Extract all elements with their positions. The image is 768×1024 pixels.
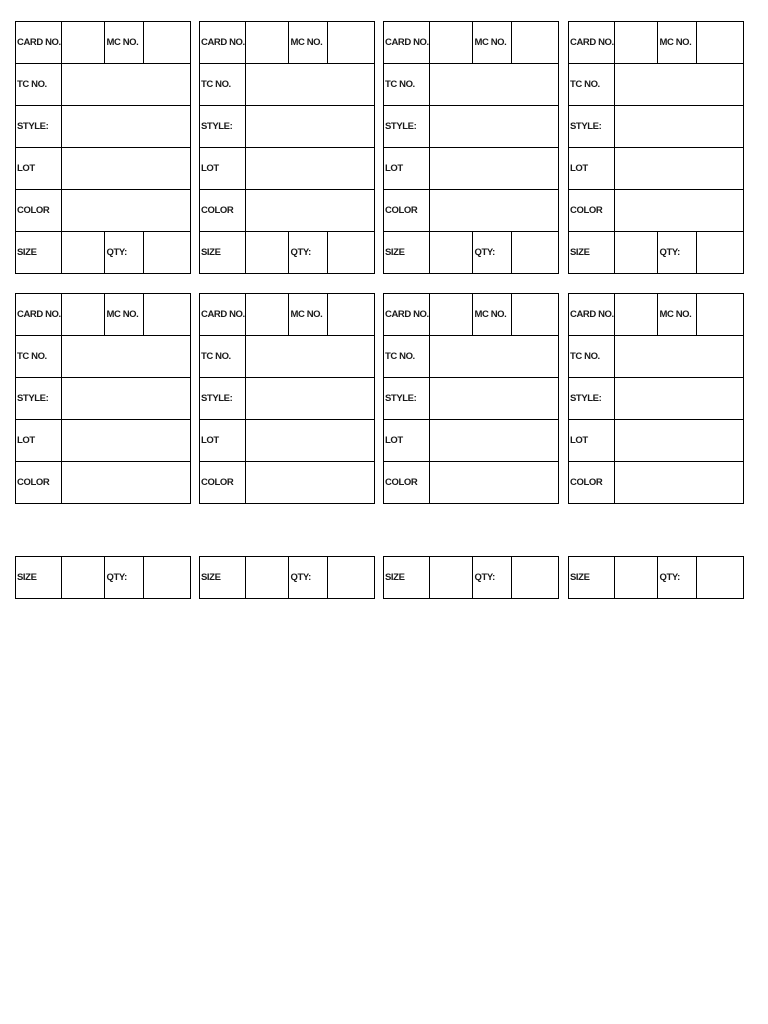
lot-label: [384, 420, 430, 461]
qty-label: [658, 557, 697, 598]
qty-label: [473, 557, 512, 598]
style-label-text: STYLE:: [17, 121, 49, 132]
lot-field[interactable]: [430, 148, 559, 189]
mc-no-field[interactable]: [144, 294, 191, 335]
lot-row: [16, 420, 191, 462]
style-field[interactable]: [430, 378, 559, 419]
tc-no-label-text: TC NO.: [17, 79, 47, 90]
lot-label-text: LOT: [570, 163, 588, 174]
card-no-field[interactable]: [246, 294, 290, 335]
color-label: [569, 190, 615, 231]
card-no-label-text: CARD NO.: [385, 309, 429, 320]
color-label-text: COLOR: [570, 205, 603, 216]
size-label: [384, 232, 430, 273]
size-field[interactable]: [615, 557, 659, 598]
card-mc-row: [200, 22, 375, 64]
qty-field[interactable]: [328, 232, 375, 273]
qty-label-text: QTY:: [474, 572, 495, 583]
lot-label-text: LOT: [570, 435, 588, 446]
card-mc-row: [569, 22, 744, 64]
card-no-field[interactable]: [62, 294, 106, 335]
style-row: [16, 106, 191, 148]
tc-no-field[interactable]: [246, 64, 375, 105]
lot-row: [569, 420, 744, 462]
card-no-label: [16, 294, 62, 335]
style-row: [569, 106, 744, 148]
lot-label-text: LOT: [201, 163, 219, 174]
tc-no-field[interactable]: [615, 64, 744, 105]
lot-field[interactable]: [62, 420, 191, 461]
card-no-label: [569, 22, 615, 63]
tc-no-field[interactable]: [62, 64, 191, 105]
card-no-label-text: CARD NO.: [201, 309, 245, 320]
card-mc-row: [200, 294, 375, 336]
tc-no-label-text: TC NO.: [201, 79, 231, 90]
color-field[interactable]: [62, 462, 191, 503]
style-label: [16, 106, 62, 147]
tc-no-row: [200, 336, 375, 378]
qty-label: [658, 232, 697, 273]
size-field[interactable]: [62, 232, 106, 273]
size-field[interactable]: [430, 557, 474, 598]
card-no-label: [200, 294, 246, 335]
mc-no-label-text: MC NO.: [659, 309, 692, 320]
style-label: [384, 378, 430, 419]
card-no-label: [16, 22, 62, 63]
tc-no-label-text: TC NO.: [385, 351, 415, 362]
tc-no-label: [200, 336, 246, 377]
mc-no-label-text: MC NO.: [659, 37, 692, 48]
color-label-text: COLOR: [17, 205, 50, 216]
tc-no-field[interactable]: [430, 336, 559, 377]
color-label: [200, 462, 246, 503]
lot-row: [384, 420, 559, 462]
style-label-text: STYLE:: [201, 121, 233, 132]
qty-label: [105, 557, 144, 598]
style-row: [384, 378, 559, 420]
style-field[interactable]: [62, 106, 191, 147]
mc-no-label-text: MC NO.: [290, 309, 323, 320]
color-row: [16, 462, 191, 504]
lot-field[interactable]: [246, 148, 375, 189]
lot-field[interactable]: [615, 148, 744, 189]
qty-label-text: QTY:: [474, 247, 495, 258]
job-card: [199, 556, 375, 599]
tc-no-label-text: TC NO.: [385, 79, 415, 90]
size-label-text: SIZE: [17, 572, 37, 583]
lot-field[interactable]: [62, 148, 191, 189]
mc-no-label-text: MC NO.: [474, 37, 507, 48]
mc-no-label: [105, 22, 144, 63]
style-label: [200, 106, 246, 147]
color-field[interactable]: [430, 190, 559, 231]
tc-no-field[interactable]: [246, 336, 375, 377]
tc-no-label-text: TC NO.: [570, 79, 600, 90]
tc-no-label: [16, 64, 62, 105]
mc-no-field[interactable]: [697, 22, 744, 63]
mc-no-field[interactable]: [697, 294, 744, 335]
job-card: [383, 293, 559, 504]
mc-no-field[interactable]: [328, 22, 375, 63]
size-label-text: SIZE: [201, 572, 221, 583]
card-mc-row: [384, 294, 559, 336]
color-label: [16, 462, 62, 503]
style-label: [16, 378, 62, 419]
lot-field[interactable]: [430, 420, 559, 461]
lot-label: [200, 420, 246, 461]
style-label-text: STYLE:: [201, 393, 233, 404]
card-no-label-text: CARD NO.: [570, 309, 614, 320]
size-qty-row: [200, 557, 375, 599]
qty-label-text: QTY:: [290, 572, 311, 583]
mc-no-label-text: MC NO.: [290, 37, 323, 48]
size-qty-row: [16, 557, 191, 599]
size-field[interactable]: [246, 557, 290, 598]
color-label: [569, 462, 615, 503]
mc-no-label-text: MC NO.: [106, 37, 139, 48]
job-card: [568, 21, 744, 274]
size-label-text: SIZE: [570, 247, 590, 258]
card-no-label: [569, 294, 615, 335]
qty-label-text: QTY:: [106, 572, 127, 583]
lot-label: [16, 148, 62, 189]
job-card: [199, 21, 375, 274]
color-field[interactable]: [246, 462, 375, 503]
lot-label-text: LOT: [201, 435, 219, 446]
lot-field[interactable]: [246, 420, 375, 461]
card-no-label: [384, 294, 430, 335]
tc-no-label: [384, 336, 430, 377]
color-row: [569, 190, 744, 232]
lot-label-text: LOT: [385, 163, 403, 174]
qty-field[interactable]: [512, 557, 559, 598]
style-label-text: STYLE:: [570, 121, 602, 132]
qty-field[interactable]: [697, 232, 744, 273]
qty-label-text: QTY:: [106, 247, 127, 258]
mc-no-label-text: MC NO.: [474, 309, 507, 320]
style-field[interactable]: [62, 378, 191, 419]
color-label-text: COLOR: [17, 477, 50, 488]
qty-label-text: QTY:: [659, 572, 680, 583]
lot-label: [569, 420, 615, 461]
lot-label-text: LOT: [385, 435, 403, 446]
color-label: [16, 190, 62, 231]
size-label: [200, 232, 246, 273]
size-label-text: SIZE: [570, 572, 590, 583]
tc-no-row: [569, 64, 744, 106]
color-label: [384, 462, 430, 503]
card-no-field[interactable]: [615, 294, 659, 335]
size-qty-row: [569, 232, 744, 274]
qty-label: [289, 557, 328, 598]
color-label-text: COLOR: [385, 477, 418, 488]
color-label: [384, 190, 430, 231]
job-card: [568, 556, 744, 599]
job-card: [383, 556, 559, 599]
style-row: [200, 378, 375, 420]
tc-no-field[interactable]: [62, 336, 191, 377]
color-field[interactable]: [615, 462, 744, 503]
qty-label-text: QTY:: [659, 247, 680, 258]
card-no-label-text: CARD NO.: [17, 309, 61, 320]
qty-field[interactable]: [328, 557, 375, 598]
qty-field[interactable]: [697, 557, 744, 598]
job-card: [15, 21, 191, 274]
tc-no-label-text: TC NO.: [570, 351, 600, 362]
tc-no-row: [16, 64, 191, 106]
job-card: [568, 293, 744, 504]
card-mc-row: [16, 294, 191, 336]
color-label: [200, 190, 246, 231]
style-row: [16, 378, 191, 420]
qty-label-text: QTY:: [290, 247, 311, 258]
color-field[interactable]: [62, 190, 191, 231]
mc-no-label: [658, 22, 697, 63]
mc-no-label: [658, 294, 697, 335]
qty-label: [289, 232, 328, 273]
tc-no-label-text: TC NO.: [201, 351, 231, 362]
style-field[interactable]: [615, 378, 744, 419]
style-label: [569, 378, 615, 419]
tc-no-label: [569, 336, 615, 377]
color-field[interactable]: [246, 190, 375, 231]
lot-field[interactable]: [615, 420, 744, 461]
card-no-label-text: CARD NO.: [570, 37, 614, 48]
size-qty-row: [200, 232, 375, 274]
style-field[interactable]: [246, 378, 375, 419]
card-no-field[interactable]: [430, 22, 474, 63]
card-no-field[interactable]: [246, 22, 290, 63]
tc-no-row: [16, 336, 191, 378]
color-row: [384, 190, 559, 232]
mc-no-label: [105, 294, 144, 335]
size-field[interactable]: [430, 232, 474, 273]
job-card: [15, 556, 191, 599]
mc-no-field[interactable]: [144, 22, 191, 63]
mc-no-field[interactable]: [328, 294, 375, 335]
lot-label-text: LOT: [17, 435, 35, 446]
size-label-text: SIZE: [17, 247, 37, 258]
lot-row: [384, 148, 559, 190]
color-field[interactable]: [615, 190, 744, 231]
color-label-text: COLOR: [385, 205, 418, 216]
size-label-text: SIZE: [201, 247, 221, 258]
lot-label: [200, 148, 246, 189]
tc-no-label-text: TC NO.: [17, 351, 47, 362]
size-field[interactable]: [246, 232, 290, 273]
color-field[interactable]: [430, 462, 559, 503]
size-qty-row: [16, 232, 191, 274]
style-label: [200, 378, 246, 419]
size-label-text: SIZE: [385, 572, 405, 583]
style-label-text: STYLE:: [385, 393, 417, 404]
style-row: [384, 106, 559, 148]
mc-no-label: [473, 294, 512, 335]
qty-field[interactable]: [512, 232, 559, 273]
qty-field[interactable]: [144, 232, 191, 273]
style-row: [200, 106, 375, 148]
tc-no-label: [200, 64, 246, 105]
style-field[interactable]: [246, 106, 375, 147]
color-label-text: COLOR: [201, 477, 234, 488]
size-qty-row: [384, 232, 559, 274]
tc-no-row: [569, 336, 744, 378]
tc-no-row: [200, 64, 375, 106]
card-no-label: [200, 22, 246, 63]
card-no-field[interactable]: [615, 22, 659, 63]
tc-no-field[interactable]: [430, 64, 559, 105]
qty-label: [473, 232, 512, 273]
tc-no-label: [569, 64, 615, 105]
color-row: [200, 190, 375, 232]
lot-label-text: LOT: [17, 163, 35, 174]
size-qty-row: [569, 557, 744, 599]
lot-row: [569, 148, 744, 190]
card-mc-row: [569, 294, 744, 336]
mc-no-field[interactable]: [512, 22, 559, 63]
tc-no-row: [384, 336, 559, 378]
tc-no-label: [384, 64, 430, 105]
size-label: [16, 557, 62, 598]
mc-no-field[interactable]: [512, 294, 559, 335]
lot-label: [384, 148, 430, 189]
size-field[interactable]: [62, 557, 106, 598]
color-row: [384, 462, 559, 504]
qty-label: [105, 232, 144, 273]
style-label: [384, 106, 430, 147]
lot-label: [569, 148, 615, 189]
mc-no-label: [289, 22, 328, 63]
size-label: [384, 557, 430, 598]
mc-no-label: [289, 294, 328, 335]
style-row: [569, 378, 744, 420]
job-card: [15, 293, 191, 504]
lot-row: [200, 148, 375, 190]
card-mc-row: [384, 22, 559, 64]
mc-no-label: [473, 22, 512, 63]
size-label-text: SIZE: [385, 247, 405, 258]
lot-row: [200, 420, 375, 462]
mc-no-label-text: MC NO.: [106, 309, 139, 320]
size-qty-row: [384, 557, 559, 599]
color-label-text: COLOR: [570, 477, 603, 488]
card-no-field[interactable]: [430, 294, 474, 335]
size-field[interactable]: [615, 232, 659, 273]
size-label: [200, 557, 246, 598]
color-row: [569, 462, 744, 504]
color-row: [200, 462, 375, 504]
job-card: [199, 293, 375, 504]
tc-no-label: [16, 336, 62, 377]
lot-label: [16, 420, 62, 461]
style-field[interactable]: [430, 106, 559, 147]
job-card: [383, 21, 559, 274]
lot-row: [16, 148, 191, 190]
card-no-field[interactable]: [62, 22, 106, 63]
size-label: [569, 557, 615, 598]
card-no-label-text: CARD NO.: [385, 37, 429, 48]
card-no-label-text: CARD NO.: [17, 37, 61, 48]
tc-no-field[interactable]: [615, 336, 744, 377]
tc-no-row: [384, 64, 559, 106]
style-field[interactable]: [615, 106, 744, 147]
card-no-label: [384, 22, 430, 63]
color-label-text: COLOR: [201, 205, 234, 216]
qty-field[interactable]: [144, 557, 191, 598]
card-mc-row: [16, 22, 191, 64]
size-label: [16, 232, 62, 273]
size-label: [569, 232, 615, 273]
color-row: [16, 190, 191, 232]
style-label-text: STYLE:: [17, 393, 49, 404]
style-label-text: STYLE:: [385, 121, 417, 132]
card-no-label-text: CARD NO.: [201, 37, 245, 48]
style-label: [569, 106, 615, 147]
style-label-text: STYLE:: [570, 393, 602, 404]
